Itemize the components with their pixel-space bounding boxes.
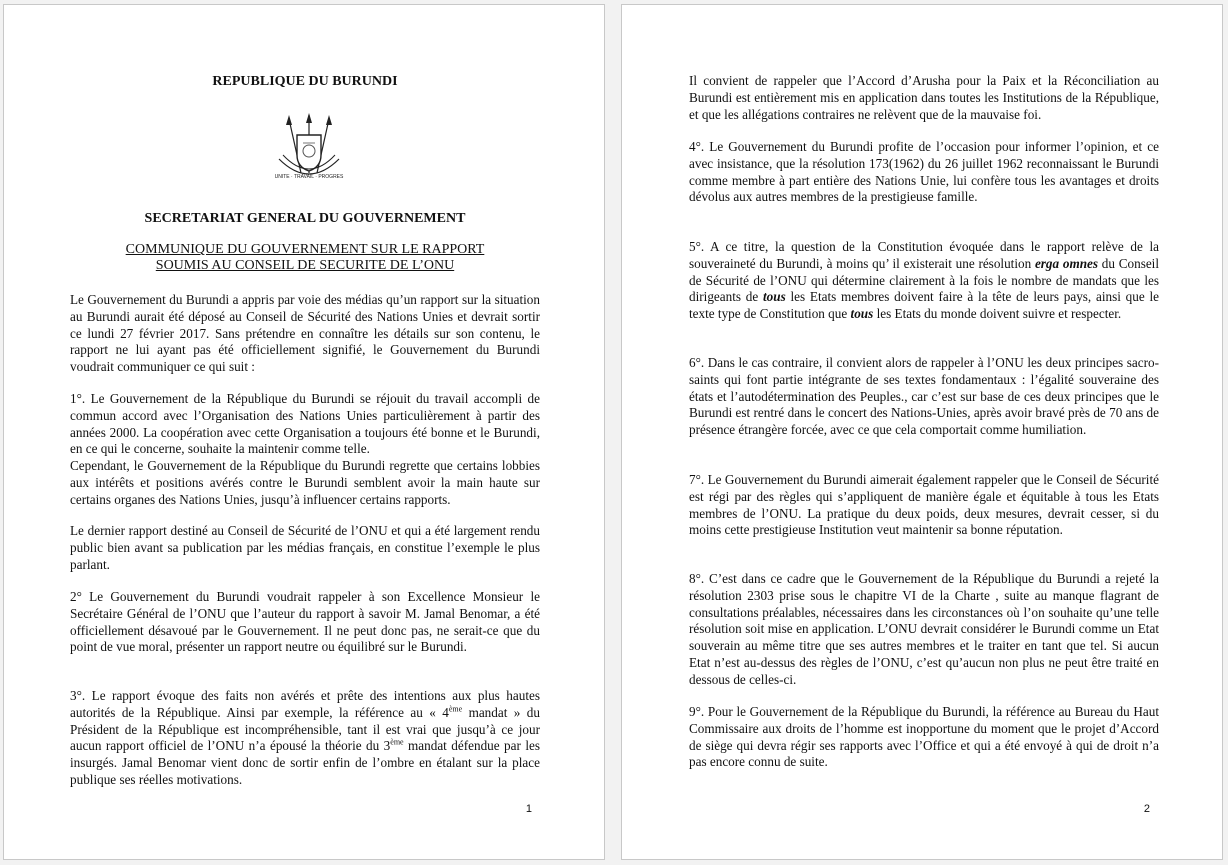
- point-1-paragraph-c: Le dernier rapport destiné au Conseil de Sécurité de l’ONU et qui a été largement rendu public bien avant sa publication par les médias français, en constitue l’exemple le plus parlant.: [70, 523, 540, 572]
- point-3-text-1: 3°. Le rapport évoque des faits non avérés et prête des intentions aux plus hautes autorités de la République. Ainsi par exemple, la référence au « 4: [70, 688, 540, 720]
- intro-paragraph: Le Gouvernement du Burundi a appris par voie des médias qu’un rapport sur la situation au Burundi aurait été déposé au Conseil de Sécurité des Nations Unies et devrait sortir ce lundi 27 février 2017. Sans prétendre en connaître les détails sur son contenu, le rapport ne lui ayant pas été officiellement signifié, le Gouvernement du Burundi voudrait communiquer ce qui suit :: [70, 292, 540, 375]
- communique-title-line-1: COMMUNIQUE DU GOUVERNEMENT SUR LE RAPPORT: [125, 242, 485, 257]
- point-5-text-1: 5°. A ce titre, la question de la Constitution évoquée dans le rapport relève de la souveraineté du Burundi, à moins qu’ il existerait une résolution: [689, 239, 1159, 271]
- superscript-eme: ème: [390, 738, 404, 747]
- page-number: 1: [525, 803, 532, 815]
- emphasis-tous: tous: [850, 306, 874, 322]
- point-5-paragraph: [689, 239, 1159, 323]
- communique-title-line-2: SOUMIS AU CONSEIL DE SECURITE DE L’ONU: [155, 258, 455, 273]
- point-3-paragraph: [70, 688, 540, 789]
- point-6-paragraph: 6°. Dans le cas contraire, il convient alors de rappeler à l’ONU les deux principes sacro-saints qui font partie intégrante de ses textes fondamentaux : l’égalité souveraine des états et l’autodétermination des Peuples., car c’est sur base de ces deux principes que le Burundi est rentré dans le concert des Nations-Unies, après avoir bravé près de 70 ans de présence étrangère forcée, avec ce que cela comportait comme humiliation.: [689, 355, 1159, 438]
- arusha-paragraph: Il convient de rappeler que l’Accord d’Arusha pour la Paix et la Réconciliation au Burundi est entièrement mis en application dans toutes les Institutions de la République, et que les allégations contraires ne relèvent que de la mauvaise foi.: [689, 73, 1159, 122]
- point-9-paragraph: 9°. Pour le Gouvernement de la République du Burundi, la référence au Bureau du Haut Commissaire aux droits de l’homme est inopportune du moment que le projet d’Accord de siège qui devra régir ses rapports avec l’Office et qui a été envoyé à qui de droit n’a pas encore connu de suite.: [689, 704, 1159, 770]
- emblem-motto: UNITE · TRAVAIL · PROGRES: [274, 174, 344, 180]
- point-5-text-3: les Etats membres doivent faire à la tête de leurs pays, ainsi que le texte type de Constitution que: [689, 289, 1159, 322]
- coat-of-arms-icon: [271, 113, 347, 191]
- emphasis-tous: tous: [763, 289, 786, 305]
- point-2-paragraph: 2° Le Gouvernement du Burundi voudrait rappeler à son Excellence Monsieur le Secrétaire Général de l’ONU que l’auteur du rapport à savoir M. Jamal Benomar, a été officiellement désavoué par le Gouvernement. Il ne peut donc pas, ne serait-ce que du point de vue moral, présenter un rapport neutre ou équilibré sur le Burundi.: [70, 589, 540, 655]
- document-page-1: [3, 4, 605, 860]
- point-4-paragraph: 4°. Le Gouvernement du Burundi profite de l’occasion pour informer l’opinion, et ce avec insistance, que la résolution 173(1962) du 26 juillet 1962 reconnaissant le Burundi comme membre à part entière des Nations Unie, lui confère tous les avantages et droits dévolus aux autres membres de la prestigieuse famille.: [689, 139, 1159, 205]
- page-number: 2: [1143, 803, 1150, 815]
- point-5-text-2: du Conseil de Sécurité de l’ONU qui détermine clairement à la fois le nombre de mandats que les dirigeants de: [689, 255, 1160, 305]
- point-3-text-3: mandat défendue par les insurgés. Jamal Benomar vient donc de sortir enfin de l’ombre en étalant sur la place publique ses réelles motivations.: [70, 738, 540, 787]
- superscript-eme: ème: [448, 704, 463, 714]
- document-page-2: [621, 4, 1223, 860]
- point-3-text-2: mandat » du Président de la République est incompréhensible, tant il est vrai que jusqu’à ce jour aucun rapport officiel de l’ONU n’a épousé la théorie du 3: [70, 704, 540, 754]
- emphasis-erga-omnes: erga omnes: [1034, 255, 1099, 271]
- point-7-paragraph: 7°. Le Gouvernement du Burundi aimerait également rappeler que le Conseil de Sécurité est régi par des règles qui s’appliquent de manière égale et équitable à tous les Etats membres de l’ONU. La pratique du deux poids, deux mesures, devrait cesser, si du moins cette prestigieuse Institution veut maintenir sa bonne réputation.: [689, 472, 1159, 538]
- point-5-text-4: les Etats du monde doivent suivre et respecter.: [873, 306, 1122, 322]
- header-country: REPUBLIQUE DU BURUNDI: [212, 74, 398, 89]
- point-8-paragraph: 8°. C’est dans ce cadre que le Gouvernement de la République du Burundi a rejeté la résolution 2303 prise sous le chapitre VI de la Charte , suite au manque flagrant de consultations préalables, nécessaires dans les circonstances où l’on souhaite qu’une telle résolution soit mise en application. L’ONU devrait considérer le Burundi comme un Etat souverain au même titre que ses autres membres et le traiter en tant que tel. Si aucun Etat n’est au-dessus des règles de l’ONU, c’est qu’aucun non plus ne peut être traité en dessous de celles-ci.: [689, 571, 1159, 687]
- point-1-paragraph-b: Cependant, le Gouvernement de la République du Burundi regrette que certains lobbies aux intérêts et positions avérés contre le Burundi semblent avoir la main haute sur certains organes des Nations Unies, jusqu’à influencer certains rapports.: [70, 458, 540, 507]
- point-1-paragraph-a: 1°. Le Gouvernement de la République du Burundi se réjouit du travail accompli de commun accord avec l’Organisation des Nations Unies particulièrement à partir des années 2000. La coopération avec cette Organisation a toujours été bonne et le Burundi, en ce qui le concerne, souhaite la maintenir comme telle.: [70, 391, 540, 457]
- header-secretariat: SECRETARIAT GENERAL DU GOUVERNEMENT: [144, 211, 466, 226]
